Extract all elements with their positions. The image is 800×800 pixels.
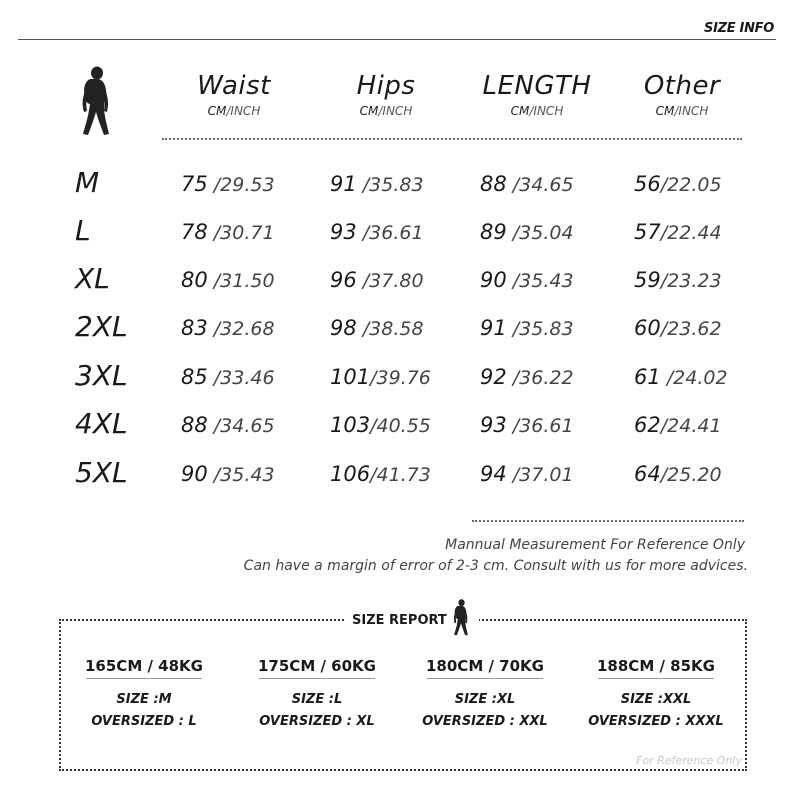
human-silhouette-icon — [78, 66, 114, 138]
table-row — [0, 166, 800, 214]
size-label: XL — [75, 262, 110, 295]
oversized-size: OVERSIZED : L — [91, 714, 197, 729]
hips-cell: 96 /37.80 — [330, 268, 424, 292]
size-label: 3XL — [75, 359, 128, 392]
recommended-size: SIZE :XL — [454, 692, 516, 707]
column-name: Hips — [356, 71, 416, 101]
length-cell: 94 /37.01 — [480, 462, 574, 486]
hips-cell: 106/41.73 — [330, 462, 431, 486]
table-row — [0, 456, 800, 504]
length-cell: 89 /35.04 — [480, 220, 574, 244]
column-unit: CM/INCH — [510, 104, 564, 118]
page-title: SIZE INFO — [704, 21, 774, 36]
length-cell: 91 /35.83 — [480, 316, 574, 340]
header-divider — [18, 39, 776, 40]
body-underline — [259, 678, 375, 679]
waist-cell: 75 /29.53 — [181, 172, 275, 196]
column-name: Other — [643, 71, 721, 101]
length-cell: 92 /36.22 — [480, 365, 574, 389]
other-cell: 62/24.41 — [634, 413, 722, 437]
length-cell: 88 /34.65 — [480, 172, 574, 196]
table-row — [0, 310, 800, 358]
length-cell: 93 /36.61 — [480, 413, 574, 437]
size-label: L — [75, 214, 91, 247]
recommended-size: SIZE :M — [116, 692, 172, 707]
body-measurement: 175CM / 60KG — [258, 657, 376, 675]
report-item — [59, 656, 229, 733]
measurement-note: Mannual Measurement For Reference Only — [445, 537, 745, 553]
body-measurement: 188CM / 85KG — [597, 657, 715, 675]
column-header-other — [607, 70, 757, 118]
column-header-length — [462, 70, 612, 118]
recommended-size: SIZE :L — [291, 692, 343, 707]
waist-cell: 80 /31.50 — [181, 268, 275, 292]
column-name: LENGTH — [482, 71, 592, 101]
length-cell: 90 /35.43 — [480, 268, 574, 292]
report-item — [232, 656, 402, 733]
other-cell: 59/23.23 — [634, 268, 722, 292]
column-name: Waist — [197, 71, 271, 101]
report-item — [400, 656, 570, 733]
report-item — [571, 656, 741, 733]
other-cell: 56/22.05 — [634, 172, 722, 196]
waist-cell: 88 /34.65 — [181, 413, 275, 437]
column-header-hips — [311, 70, 461, 118]
hips-cell: 101/39.76 — [330, 365, 431, 389]
notes-dotted-divider — [472, 520, 744, 522]
oversized-size: OVERSIZED : XXL — [422, 714, 548, 729]
hips-cell: 98 /38.58 — [330, 316, 424, 340]
oversized-size: OVERSIZED : XXXL — [588, 714, 724, 729]
waist-cell: 90 /35.43 — [181, 462, 275, 486]
other-cell: 57/22.44 — [634, 220, 722, 244]
other-cell: 64/25.20 — [634, 462, 722, 486]
waist-cell: 85 /33.46 — [181, 365, 275, 389]
column-header-waist — [159, 70, 309, 118]
other-cell: 60/23.62 — [634, 316, 722, 340]
table-row — [0, 214, 800, 262]
margin-error-note: Can have a margin of error of 2-3 cm. Consult with us for more advices. — [243, 558, 748, 574]
size-label: 4XL — [75, 407, 128, 440]
body-measurement: 165CM / 48KG — [85, 657, 203, 675]
reference-footnote: For Reference Only — [636, 754, 742, 767]
oversized-size: OVERSIZED : XL — [259, 714, 375, 729]
table-row — [0, 359, 800, 407]
column-unit: CM/INCH — [207, 104, 261, 118]
recommended-size: SIZE :XXL — [620, 692, 692, 707]
header-dotted-divider — [162, 138, 742, 140]
table-row — [0, 407, 800, 455]
size-report-title: SIZE REPORT — [352, 613, 447, 628]
size-label: 2XL — [75, 310, 128, 343]
column-unit: CM/INCH — [359, 104, 413, 118]
body-measurement: 180CM / 70KG — [426, 657, 544, 675]
size-label: 5XL — [75, 456, 128, 489]
size-report-heading — [344, 597, 479, 637]
waist-cell: 83 /32.68 — [181, 316, 275, 340]
human-silhouette-icon — [451, 599, 471, 637]
hips-cell: 93 /36.61 — [330, 220, 424, 244]
waist-cell: 78 /30.71 — [181, 220, 275, 244]
body-underline — [427, 678, 543, 679]
table-row — [0, 262, 800, 310]
hips-cell: 91 /35.83 — [330, 172, 424, 196]
size-label: M — [75, 166, 100, 199]
column-unit: CM/INCH — [655, 104, 709, 118]
body-underline — [86, 678, 202, 679]
other-cell: 61 /24.02 — [634, 365, 728, 389]
hips-cell: 103/40.55 — [330, 413, 431, 437]
body-underline — [598, 678, 714, 679]
